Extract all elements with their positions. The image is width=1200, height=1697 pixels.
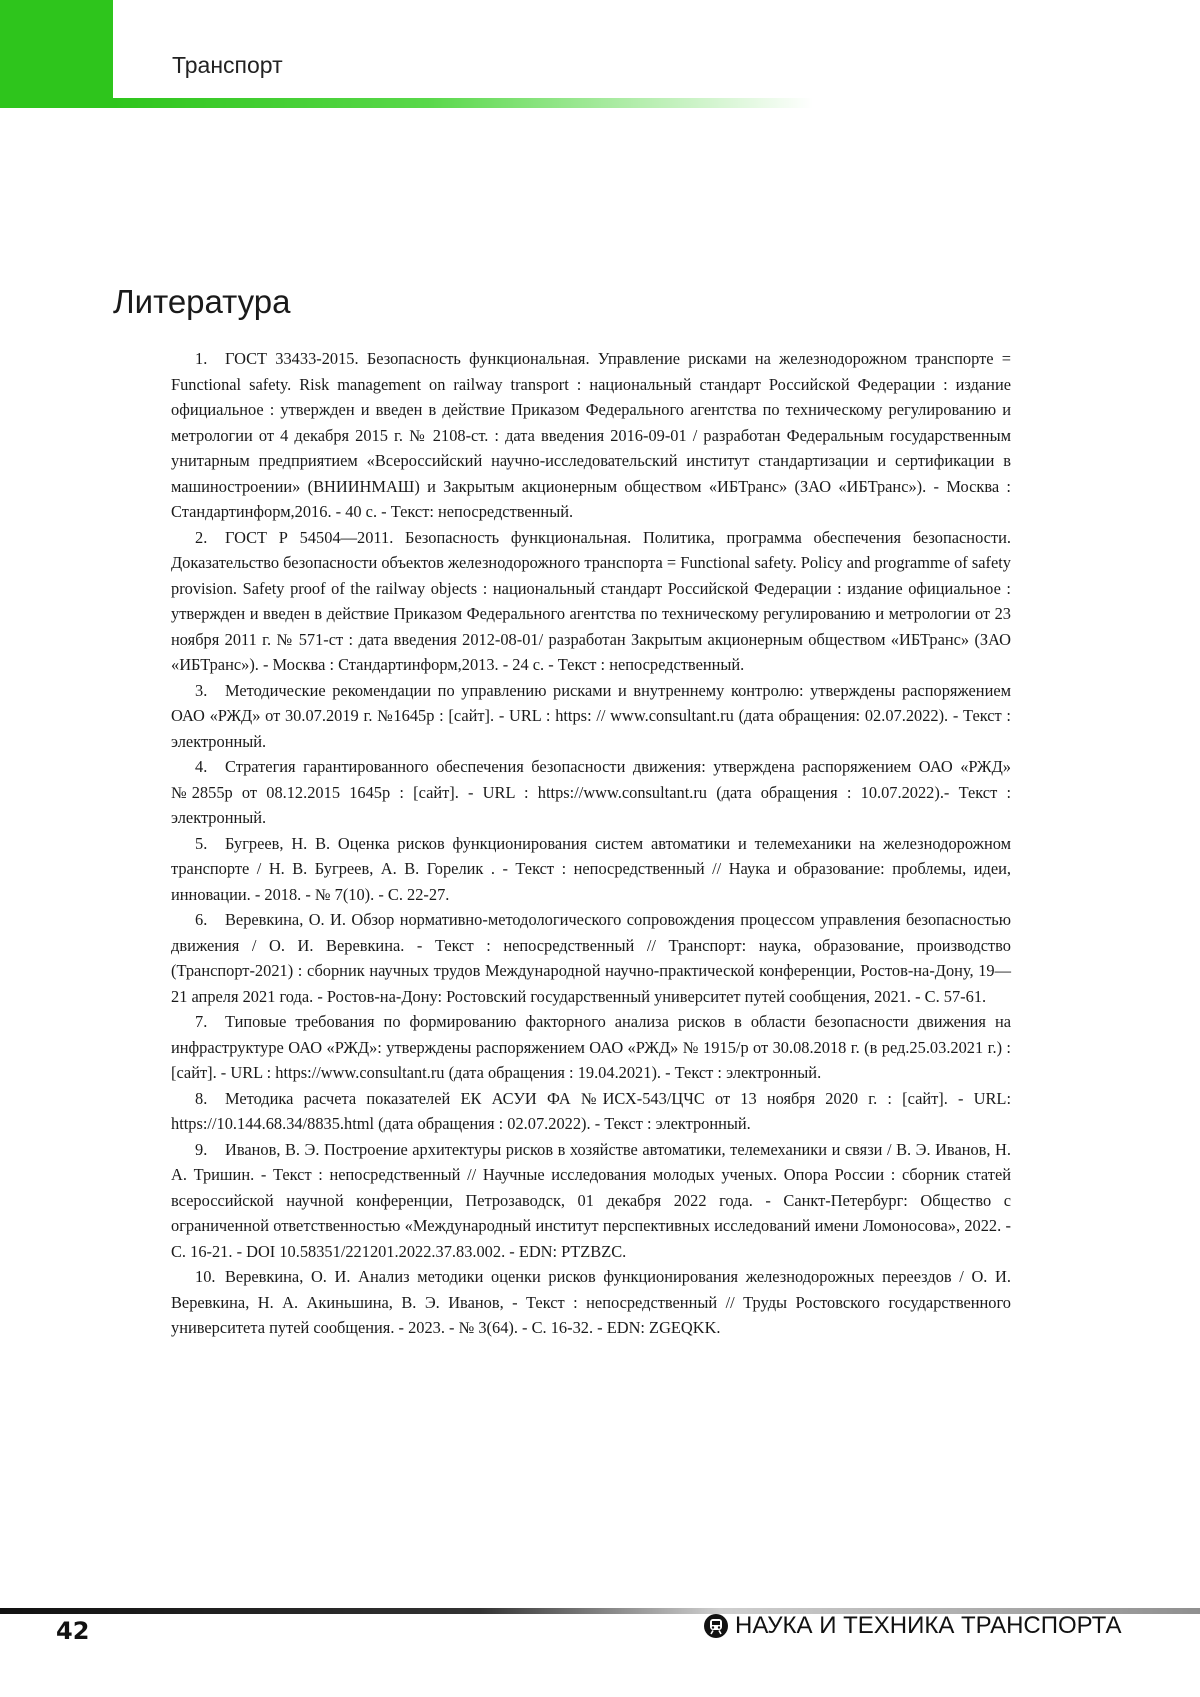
reference-item bbox=[171, 754, 1011, 831]
header-green-block bbox=[0, 0, 113, 108]
reference-item bbox=[171, 346, 1011, 525]
reference-number: 3. bbox=[195, 680, 208, 700]
reference-text: Веревкина, О. И. Обзор нормативно-методологического сопровождения процессом управления безопасностью движения / О. И. Веревкина. - Текст : непосредственный // Транспорт: наука, образование, производство (Транспорт-2021) : сборник научных трудов Международной научно-практической конференции, Ростов-на-Дону, 19—21 апреля 2021 года. - Ростов-на-Дону: Ростовский государственный университет путей сообщения, 2021. - С. 57-61. bbox=[171, 910, 1011, 1006]
reference-text: Стратегия гарантированного обеспечения безопасности движения: утверждена распоряжением ОАО «РЖД» №2855р от 08.12.2015 1645р : [сайт]. - URL : https://www.consultant.ru (дата обращения : 10.07.2022).- Текст : электронный. bbox=[171, 757, 1011, 827]
reference-item bbox=[171, 678, 1011, 755]
reference-item bbox=[171, 525, 1011, 678]
reference-text: Методика расчета показателей ЕК АСУИ ФА №ИСХ-543/ЦЧС от 13 ноября 2020 г. : [сайт]. - URL: https://10.144.68.34/8835.html (дата обращения : 02.07.2022). - Текст : электронный. bbox=[171, 1088, 1011, 1133]
reference-number: 1. bbox=[195, 349, 208, 368]
reference-item bbox=[171, 1086, 1011, 1137]
reference-item bbox=[171, 831, 1011, 908]
reference-number: 5. bbox=[195, 833, 208, 853]
journal-title bbox=[703, 1612, 1121, 1640]
reference-text: Бугреев, Н. В. Оценка рисков функционирования систем автоматики и телемеханики на железнодорожном транспорте / Н. В. Бугреев, А. В. Горелик . - Текст : непосредственный // Наука и образование: проблемы, идеи, инновации. - 2018. - № 7(10). - С. 22-27. bbox=[171, 833, 1011, 904]
reference-text: Иванов, В. Э. Построение архитектуры рисков в хозяйстве автоматики, телемеханики и связи / В. Э. Иванов, Н. А. Тришин. - Текст : непосредственный // Научные исследования молодых ученых. Опора России : сборник статей всероссийской научной конференции, Петрозаводск, 01 декабря 2022 года. - Санкт-Петербург: Общество с ограниченной ответственностью «Международный институт перспективных исследований имени Ломоносова», 2022. - С. 16-21. - DOI 10.58351/221201.2022.37.83.002. - EDN: PTZBZC. bbox=[171, 1139, 1011, 1261]
reference-list bbox=[171, 346, 1011, 1341]
reference-text: Веревкина, О. И. Анализ методики оценки рисков функционирования железнодорожных переездов / О. И. Веревкина, Н. А. Акиньшина, В. Э. Иванов, - Текст : непосредственный // Труды Ростовского государственного университета путей сообщения. - 2023. - № 3(64). - С. 16-32. - EDN: ZGEQKK. bbox=[171, 1267, 1011, 1337]
reference-item bbox=[171, 1009, 1011, 1086]
running-header-title: Транспорт bbox=[172, 52, 283, 78]
reference-number: 8. bbox=[195, 1088, 208, 1108]
reference-text: ГОСТ 33433-2015. Безопасность функциональная. Управление рисками на железнодорожном транспорте = Functional safety. Risk management on railway transport : национальный стандарт Российской Федерации : издание официальное : утвержден и введен в действие Приказом Федерального агентства по техническому регулированию и метрологии от 4 декабря 2015 г. № 2108-ст. : дата введения 2016-09-01 / разработан Федеральным государственным унитарным предприятием «Всероссийский научно-исследовательский институт стандартизации и сертификации в машиностроении» (ВНИИНМАШ) и Закрытым акционерным обществом «ИБТранс» (ЗАО «ИБТранс»). - Москва : Стандартинформ,2016. - 40 с. - Текст: непосредственный. bbox=[171, 349, 1011, 521]
reference-item bbox=[171, 1137, 1011, 1265]
journal-name-text: НАУКА И ТЕХНИКА ТРАНСПОРТА bbox=[735, 1612, 1122, 1639]
page-number: 42 bbox=[56, 1617, 90, 1645]
reference-item bbox=[171, 907, 1011, 1009]
journal-logo-icon bbox=[703, 1613, 729, 1639]
section-title: Литература bbox=[113, 283, 291, 320]
reference-number: 6. bbox=[195, 910, 208, 929]
reference-number: 2. bbox=[195, 527, 208, 547]
header-gradient-line bbox=[113, 98, 813, 108]
reference-text: Методические рекомендации по управлению рисками и внутреннему контролю: утверждены распоряжением ОАО «РЖД» от 30.07.2019 г. №1645р : [сайт]. - URL : https: // www.consultant.ru (дата обращения: 02.07.2022). - Текст : электронный. bbox=[171, 680, 1011, 751]
reference-text: Типовые требования по формированию факторного анализа рисков в области безопасности движения на инфраструктуре ОАО «РЖД»: утверждены распоряжением ОАО «РЖД» № 1915/р от 30.08.2018 г. (в ред.25.03.2021 г.) : [сайт]. - URL : https://www.consultant.ru (дата обращения : 19.04.2021). - Текст : электронный. bbox=[171, 1012, 1011, 1082]
reference-number: 4. bbox=[195, 757, 208, 776]
reference-number: 10. bbox=[195, 1267, 216, 1286]
reference-text: ГОСТ Р 54504—2011. Безопасность функциональная. Политика, программа обеспечения безопасности. Доказательство безопасности объектов железнодорожного транспорта = Functional safety. Policy and programme of safety provision. Safety proof of the railway objects : национальный стандарт Российской Федерации : издание официальное : утвержден и введен в действие Приказом Федерального агентства по техническому регулированию и метрологии от 23 ноября 2011 г. № 571-ст : дата введения 2012-08-01/ разработан Закрытым акционерным обществом «ИБТранс» (ЗАО «ИБТранс»). - Москва : Стандартинформ,2013. - 24 с. - Текст : непосредственный. bbox=[171, 527, 1012, 674]
reference-number: 7. bbox=[195, 1012, 208, 1031]
reference-item bbox=[171, 1264, 1011, 1341]
reference-number: 9. bbox=[195, 1139, 208, 1159]
